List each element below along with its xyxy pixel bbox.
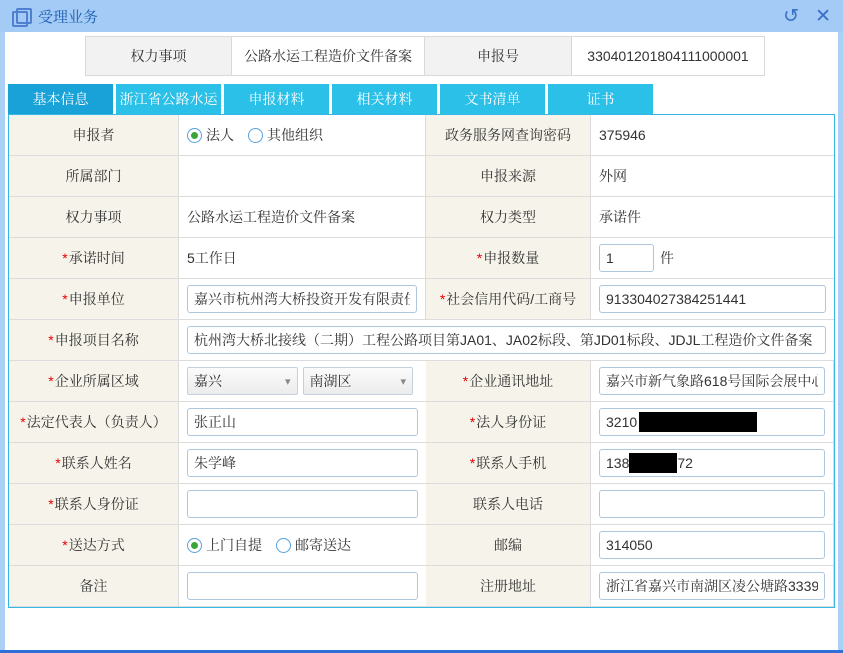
- redaction-bar: [629, 453, 677, 473]
- applicant-label: 申报者: [9, 115, 179, 156]
- required-mark: *: [469, 414, 476, 430]
- close-icon[interactable]: ✕: [815, 5, 831, 27]
- tab-declare-materials[interactable]: 申报材料: [224, 84, 329, 114]
- required-mark: *: [62, 250, 68, 266]
- region-district-select[interactable]: [303, 367, 414, 395]
- power-type-value: 承诺件: [591, 197, 834, 238]
- legal-person-label: [9, 402, 179, 443]
- contact-name-cell: [179, 443, 426, 484]
- company-address-label: [426, 361, 591, 402]
- department-value: [179, 156, 426, 197]
- declare-count-label: [426, 238, 591, 279]
- required-mark: *: [62, 537, 68, 553]
- project-name-input[interactable]: [187, 326, 826, 354]
- declare-count-label-text: 申报数量: [483, 250, 540, 266]
- window-title: 受理业务: [38, 8, 99, 26]
- required-mark: *: [48, 373, 54, 389]
- declare-unit-label-text: 申报单位: [68, 291, 125, 307]
- tab-zhejiang-highway[interactable]: 浙江省公路水运: [116, 84, 221, 114]
- radio-legal-person-label: 法人: [206, 127, 234, 143]
- required-mark: *: [462, 373, 469, 389]
- chevron-down-icon: ▾: [400, 375, 406, 388]
- project-name-label: [9, 320, 179, 361]
- region-city-select[interactable]: [187, 367, 298, 395]
- window-right-edge: [838, 32, 843, 653]
- header-power-item-label: 权力事项: [85, 36, 232, 76]
- applicant-radio-group: [179, 115, 426, 156]
- department-label: 所属部门: [9, 156, 179, 197]
- legal-person-cell: [179, 402, 426, 443]
- registered-address-cell: [591, 566, 834, 607]
- company-address-label-text: 企业通讯地址: [469, 373, 554, 389]
- credit-code-label: [426, 279, 591, 320]
- promise-time-label-text: 承诺时间: [68, 250, 125, 266]
- radio-other-org[interactable]: [248, 128, 263, 143]
- delivery-label: [9, 525, 179, 566]
- credit-code-label-text: 社会信用代码/工商号: [446, 291, 577, 307]
- required-mark: *: [469, 455, 476, 471]
- remark-input[interactable]: [187, 572, 418, 600]
- radio-self-pickup[interactable]: [187, 538, 202, 553]
- radio-mail-delivery[interactable]: [276, 538, 291, 553]
- required-mark: *: [476, 250, 483, 266]
- contact-name-label: [9, 443, 179, 484]
- refresh-icon[interactable]: ↺: [783, 5, 800, 27]
- power-type-label: 权力类型: [426, 197, 591, 238]
- declare-unit-cell: [179, 279, 426, 320]
- contact-mobile-label-text: 联系人手机: [476, 455, 547, 471]
- legal-id-input[interactable]: [599, 408, 825, 436]
- delivery-radio-group: [179, 525, 426, 566]
- region-label: [9, 361, 179, 402]
- contact-id-label: [9, 484, 179, 525]
- promise-time-label: [9, 238, 179, 279]
- source-label: 申报来源: [426, 156, 591, 197]
- contact-mobile-input[interactable]: [599, 449, 825, 477]
- titlebar: [0, 0, 843, 32]
- contact-phone-cell: [591, 484, 834, 525]
- contact-mobile-label: [426, 443, 591, 484]
- company-address-input[interactable]: [599, 367, 825, 395]
- contact-id-input[interactable]: [187, 490, 418, 518]
- contact-name-input[interactable]: [187, 449, 418, 477]
- declare-unit-label: [9, 279, 179, 320]
- project-name-label-text: 申报项目名称: [54, 332, 139, 348]
- chevron-down-icon: ▾: [284, 375, 291, 388]
- tab-document-list[interactable]: 文书清单: [440, 84, 545, 114]
- tab-certificate[interactable]: 证书: [548, 84, 653, 114]
- contact-id-cell: [179, 484, 426, 525]
- contact-name-label-text: 联系人姓名: [61, 455, 132, 471]
- declare-count-cell: [591, 238, 834, 279]
- legal-person-label-text: 法定代表人（负责人）: [26, 414, 167, 430]
- region-city-value: 嘉兴: [194, 373, 222, 389]
- project-name-cell: [179, 320, 834, 361]
- contact-mobile-prefix: 138: [606, 455, 630, 471]
- registered-address-label: 注册地址: [426, 566, 591, 607]
- registered-address-input[interactable]: [599, 572, 825, 600]
- power-item-label: 权力事项: [9, 197, 179, 238]
- header-declare-no-value: 330401201804111000001: [572, 36, 765, 76]
- required-mark: *: [55, 455, 61, 471]
- header-strip: [85, 36, 765, 76]
- tab-bar: [8, 84, 653, 114]
- required-mark: *: [48, 496, 54, 512]
- credit-code-cell: [591, 279, 834, 320]
- legal-id-prefix: 3210: [606, 414, 638, 430]
- contact-phone-input[interactable]: [599, 490, 825, 518]
- radio-self-pickup-label: 上门自提: [206, 537, 262, 553]
- redaction-bar: [639, 412, 757, 432]
- source-value: 外网: [591, 156, 834, 197]
- region-district-value: 南湖区: [309, 373, 352, 389]
- company-address-cell: [591, 361, 834, 402]
- window-left-edge: [0, 32, 5, 653]
- radio-legal-person[interactable]: [187, 128, 202, 143]
- contact-id-label-text: 联系人身份证: [54, 496, 139, 512]
- declare-count-input[interactable]: [599, 244, 654, 272]
- contact-mobile-cell: [591, 443, 834, 484]
- window-icon: [12, 8, 30, 24]
- legal-id-cell: [591, 402, 834, 443]
- postcode-label: 邮编: [426, 525, 591, 566]
- radio-other-org-label: 其他组织: [267, 127, 323, 143]
- declare-count-unit: 件: [660, 250, 674, 266]
- legal-id-label: [426, 402, 591, 443]
- required-mark: *: [48, 332, 54, 348]
- radio-mail-delivery-label: 邮寄送达: [295, 537, 351, 553]
- contact-mobile-suffix: 72: [677, 455, 693, 471]
- delivery-label-text: 送达方式: [68, 537, 125, 553]
- required-mark: *: [62, 291, 68, 307]
- region-label-text: 企业所属区域: [54, 373, 139, 389]
- legal-id-label-text: 法人身份证: [476, 414, 547, 430]
- required-mark: *: [439, 291, 446, 307]
- remark-label: 备注: [9, 566, 179, 607]
- header-declare-no-label: 申报号: [425, 36, 572, 76]
- basic-info-form: [8, 114, 835, 608]
- power-item-value: 公路水运工程造价文件备案: [179, 197, 426, 238]
- declare-unit-input[interactable]: [187, 285, 417, 313]
- required-mark: *: [20, 414, 26, 430]
- remark-cell: [179, 566, 426, 607]
- query-password-value: 375946: [591, 115, 834, 156]
- header-power-item-value: 公路水运工程造价文件备案: [232, 36, 425, 76]
- contact-phone-label: 联系人电话: [426, 484, 591, 525]
- postcode-cell: [591, 525, 834, 566]
- promise-time-value: 5工作日: [179, 238, 426, 279]
- legal-person-input[interactable]: [187, 408, 418, 436]
- tab-related-materials[interactable]: 相关材料: [332, 84, 437, 114]
- query-password-label: 政务服务网查询密码: [426, 115, 591, 156]
- postcode-input[interactable]: [599, 531, 825, 559]
- credit-code-input[interactable]: [599, 285, 826, 313]
- region-cell: [179, 361, 426, 402]
- tab-basic-info[interactable]: 基本信息: [8, 84, 113, 114]
